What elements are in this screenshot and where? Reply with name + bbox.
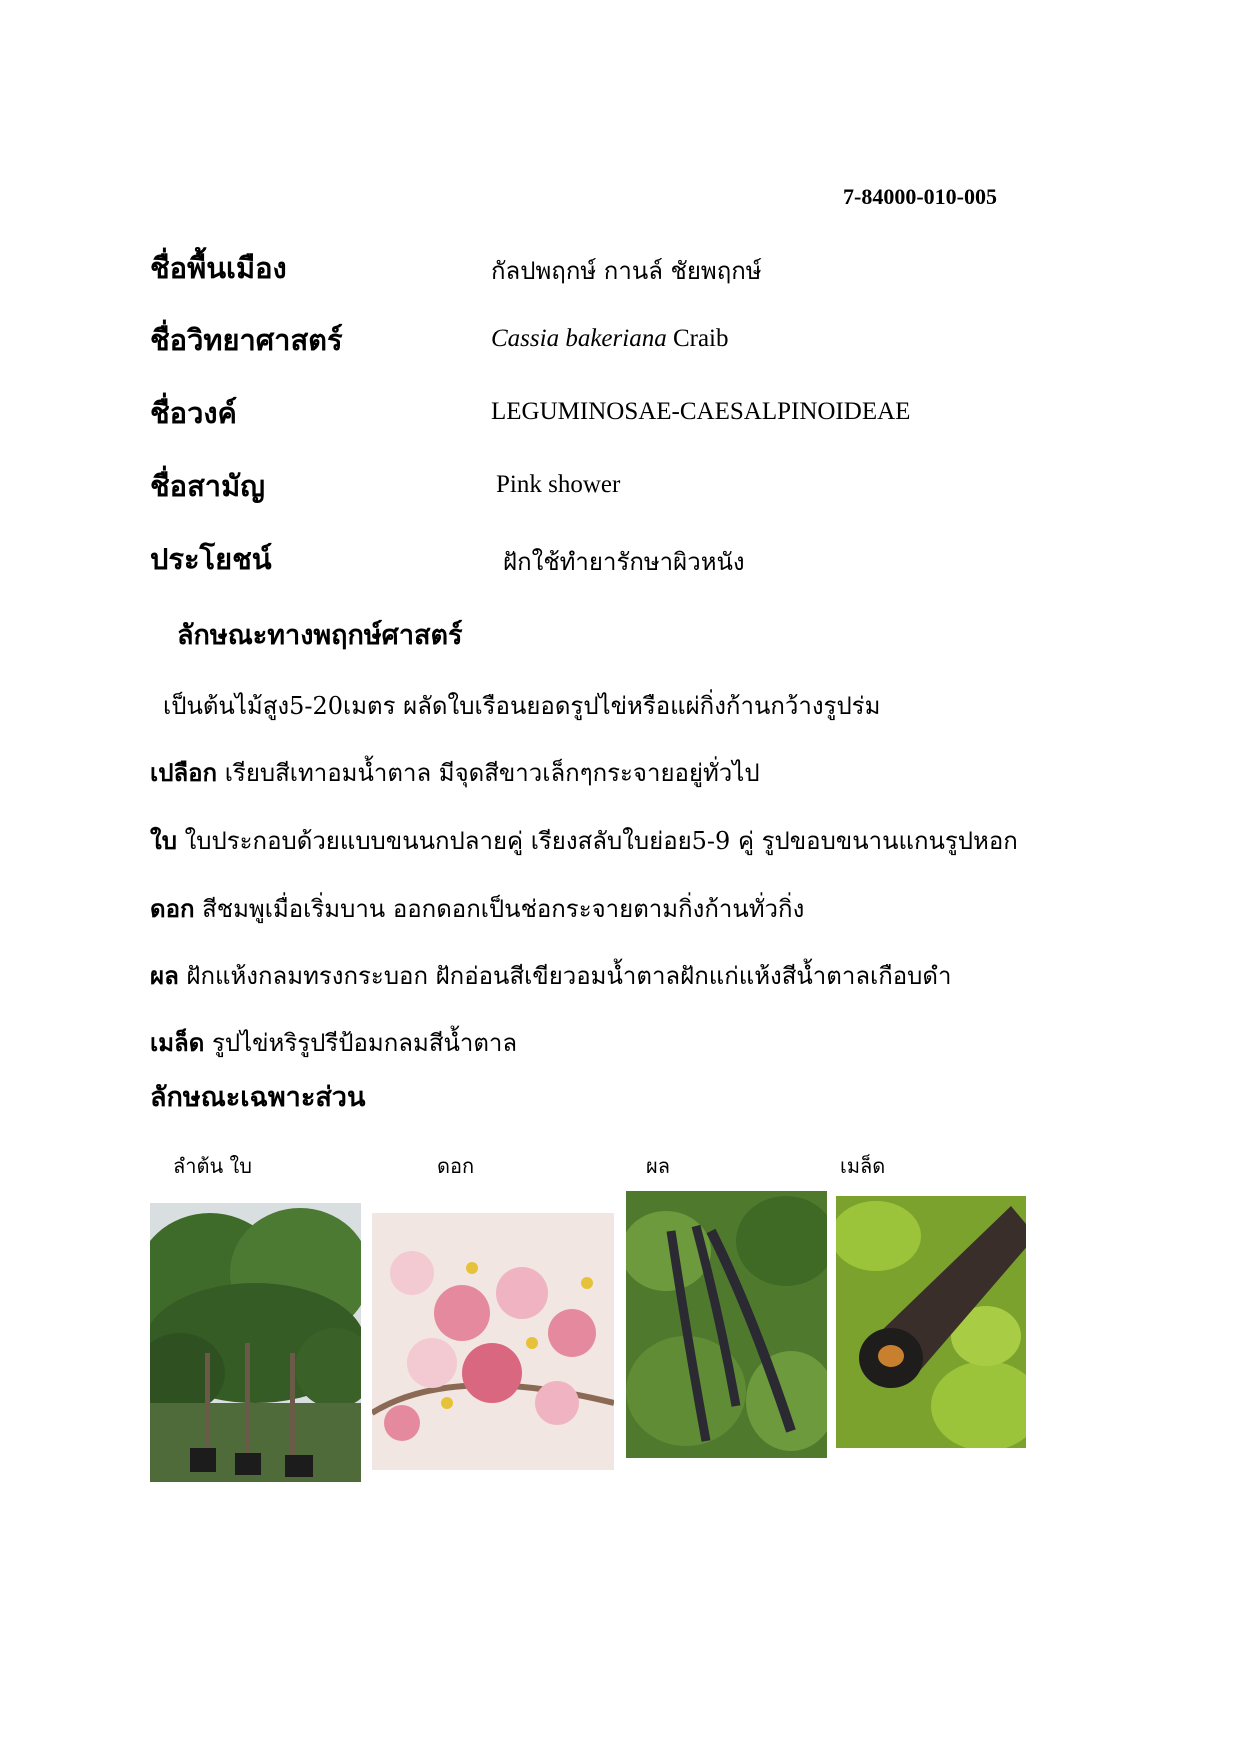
seed-photo: [836, 1196, 1026, 1448]
trait-bark: [150, 753, 760, 792]
caption-fruit: ผล: [646, 1154, 670, 1178]
trait-term: ดอก: [150, 894, 195, 923]
field-label-family: ชื่อวงค์: [150, 396, 237, 430]
trait-flower: [150, 889, 804, 928]
trait-text: ใบประกอบด้วยแบบขนนกปลายคู่ เรียงสลับใบย่อย5-9 คู่ รูปขอบขนานแกนรูปหอก: [176, 827, 1018, 855]
parts-heading: ลักษณะเฉพาะส่วน: [150, 1082, 366, 1113]
flower-photo: [372, 1213, 614, 1470]
trait-text: เรียบสีเทาอมน้ำตาล มีจุดสีขาวเล็กๆกระจายอยู่ทั่วไป: [217, 759, 760, 787]
field-value-scientific-name: [491, 325, 729, 353]
trait-leaf: [150, 821, 1018, 860]
tree-photo: [150, 1203, 361, 1482]
scientific-name-author: Craib: [666, 325, 729, 352]
caption-flower: ดอก: [437, 1154, 475, 1178]
trait-term: เปลือก: [150, 758, 218, 787]
field-label-common-name: ชื่อสามัญ: [150, 469, 265, 503]
trait-seed: [150, 1023, 517, 1062]
document-code: 7-84000-010-005: [843, 184, 997, 209]
caption-trunk-leaf: ลำต้น ใบ: [173, 1154, 252, 1178]
pod-photo: [626, 1191, 827, 1458]
field-value-uses: ฝักใช้ทำยารักษาผิวหนัง: [503, 548, 745, 576]
trait-fruit: [150, 956, 951, 995]
field-value-native-name: กัลปพฤกษ์ กานล์ ชัยพฤกษ์: [491, 257, 762, 285]
trait-term: เมล็ด: [150, 1028, 205, 1057]
trait-text: ฝักแห้งกลมทรงกระบอก ฝักอ่อนสีเขียวอมน้ำตาลฝักแก่แห้งสีน้ำตาลเกือบดำ: [178, 962, 952, 990]
trait-text: สีชมพูเมื่อเริ่มบาน ออกดอกเป็นช่อกระจายตามกิ่งก้านทั่วกิ่ง: [194, 895, 805, 923]
field-label-native-name: ชื่อพื้นเมือง: [150, 251, 287, 285]
botany-intro: เป็นต้นไม้สูง5-20เมตร ผลัดใบเรือนยอดรูปไข่หรือแผ่กิ่งก้านกว้างรูปร่ม: [163, 692, 881, 720]
caption-seed: เมล็ด: [840, 1154, 886, 1178]
field-label-scientific-name: ชื่อวิทยาศาสตร์: [150, 323, 343, 357]
trait-text: รูปไข่หริรูปรีป้อมกลมสีน้ำตาล: [204, 1029, 518, 1057]
scientific-name-italic: Cassia bakeriana: [491, 325, 667, 352]
field-value-family: LEGUMINOSAE-CAESALPINOIDEAE: [491, 398, 911, 425]
trait-term: ผล: [150, 961, 179, 990]
field-value-common-name: Pink shower: [496, 471, 621, 498]
botany-heading: ลักษณะทางพฤกษ์ศาสตร์: [177, 620, 463, 651]
field-label-uses: ประโยชน์: [150, 542, 272, 576]
trait-term: ใบ: [150, 826, 177, 855]
